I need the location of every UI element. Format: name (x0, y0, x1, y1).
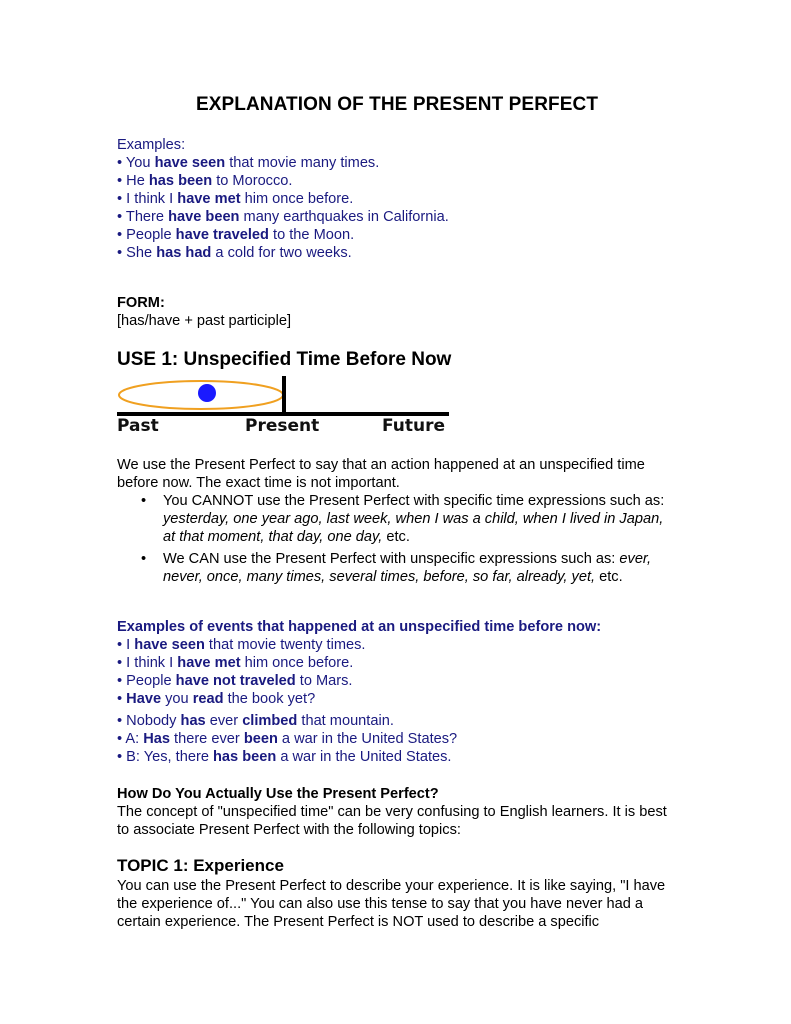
events-list (117, 618, 601, 708)
list-item: • People have not traveled to Mars. (117, 673, 353, 689)
form-text: [has/have + past participle] (117, 313, 292, 329)
examples-heading: Examples: (117, 137, 186, 153)
list-item: • You have seen that movie many times. (117, 155, 380, 171)
topic1-text: You can use the Present Perfect to describe your experience. It is like saying, "I have the experience of..." You can also use this tense to say that you have never had a certain experience. The Present Perfect is NOT used to describe a specific (117, 878, 666, 930)
list-item: • I think I have met him once before. (117, 191, 354, 207)
form-heading: FORM: (117, 295, 165, 311)
list-item: • B: Yes, there has been a war in the United States. (117, 749, 452, 765)
list-item: • There have been many earthquakes in California. (117, 209, 449, 225)
timeline-dot (198, 384, 216, 402)
use1-description: We use the Present Perfect to say that an action happened at an unspecified time before now. The exact time is not important. (117, 457, 645, 491)
list-item: • She has had a cold for two weeks. (117, 245, 352, 261)
how-section (117, 785, 677, 839)
timeline-label-present: Present (245, 416, 320, 436)
how-heading: How Do You Actually Use the Present Perfect? (117, 786, 439, 802)
timeline-present-marker (282, 376, 286, 414)
form-section (117, 294, 291, 330)
timeline-graphic (117, 374, 453, 418)
how-text: The concept of "unspecified time" can be very confusing to English learners. It is best to associate Present Perfect with the following topics: (117, 804, 667, 838)
use1-heading: USE 1: Unspecified Time Before Now (117, 349, 452, 370)
list-item: • I think I have met him once before. (117, 655, 354, 671)
use1-rules (117, 492, 677, 590)
topic1-heading: TOPIC 1: Experience (117, 856, 284, 875)
list-item: • Have you read the book yet? (117, 691, 316, 707)
examples-list (117, 136, 449, 262)
list-item: • We CAN use the Present Perfect with unspecific expressions such as: ever, never, once, many times, several times, before, so far, already, yet, etc. (141, 551, 652, 585)
page-title: EXPLANATION OF THE PRESENT PERFECT (195, 94, 599, 115)
timeline-label-future: Future (382, 416, 446, 436)
list-item: • Nobody has ever climbed that mountain. (117, 713, 394, 729)
list-item: • A: Has there ever been a war in the United States? (117, 731, 458, 747)
events-list-2 (117, 712, 457, 766)
events-heading: Examples of events that happened at an unspecified time before now: (117, 619, 602, 635)
list-item: • You CANNOT use the Present Perfect with specific time expressions such as: yesterday, one year ago, last week, when I was a child, when I lived in Japan, at that moment, that day, one day, etc. (141, 493, 665, 545)
list-item: • People have traveled to the Moon. (117, 227, 355, 243)
timeline-label-past: Past (117, 416, 159, 436)
list-item: • He has been to Morocco. (117, 173, 293, 189)
list-item: • I have seen that movie twenty times. (117, 637, 366, 653)
timeline-diagram (117, 374, 453, 440)
